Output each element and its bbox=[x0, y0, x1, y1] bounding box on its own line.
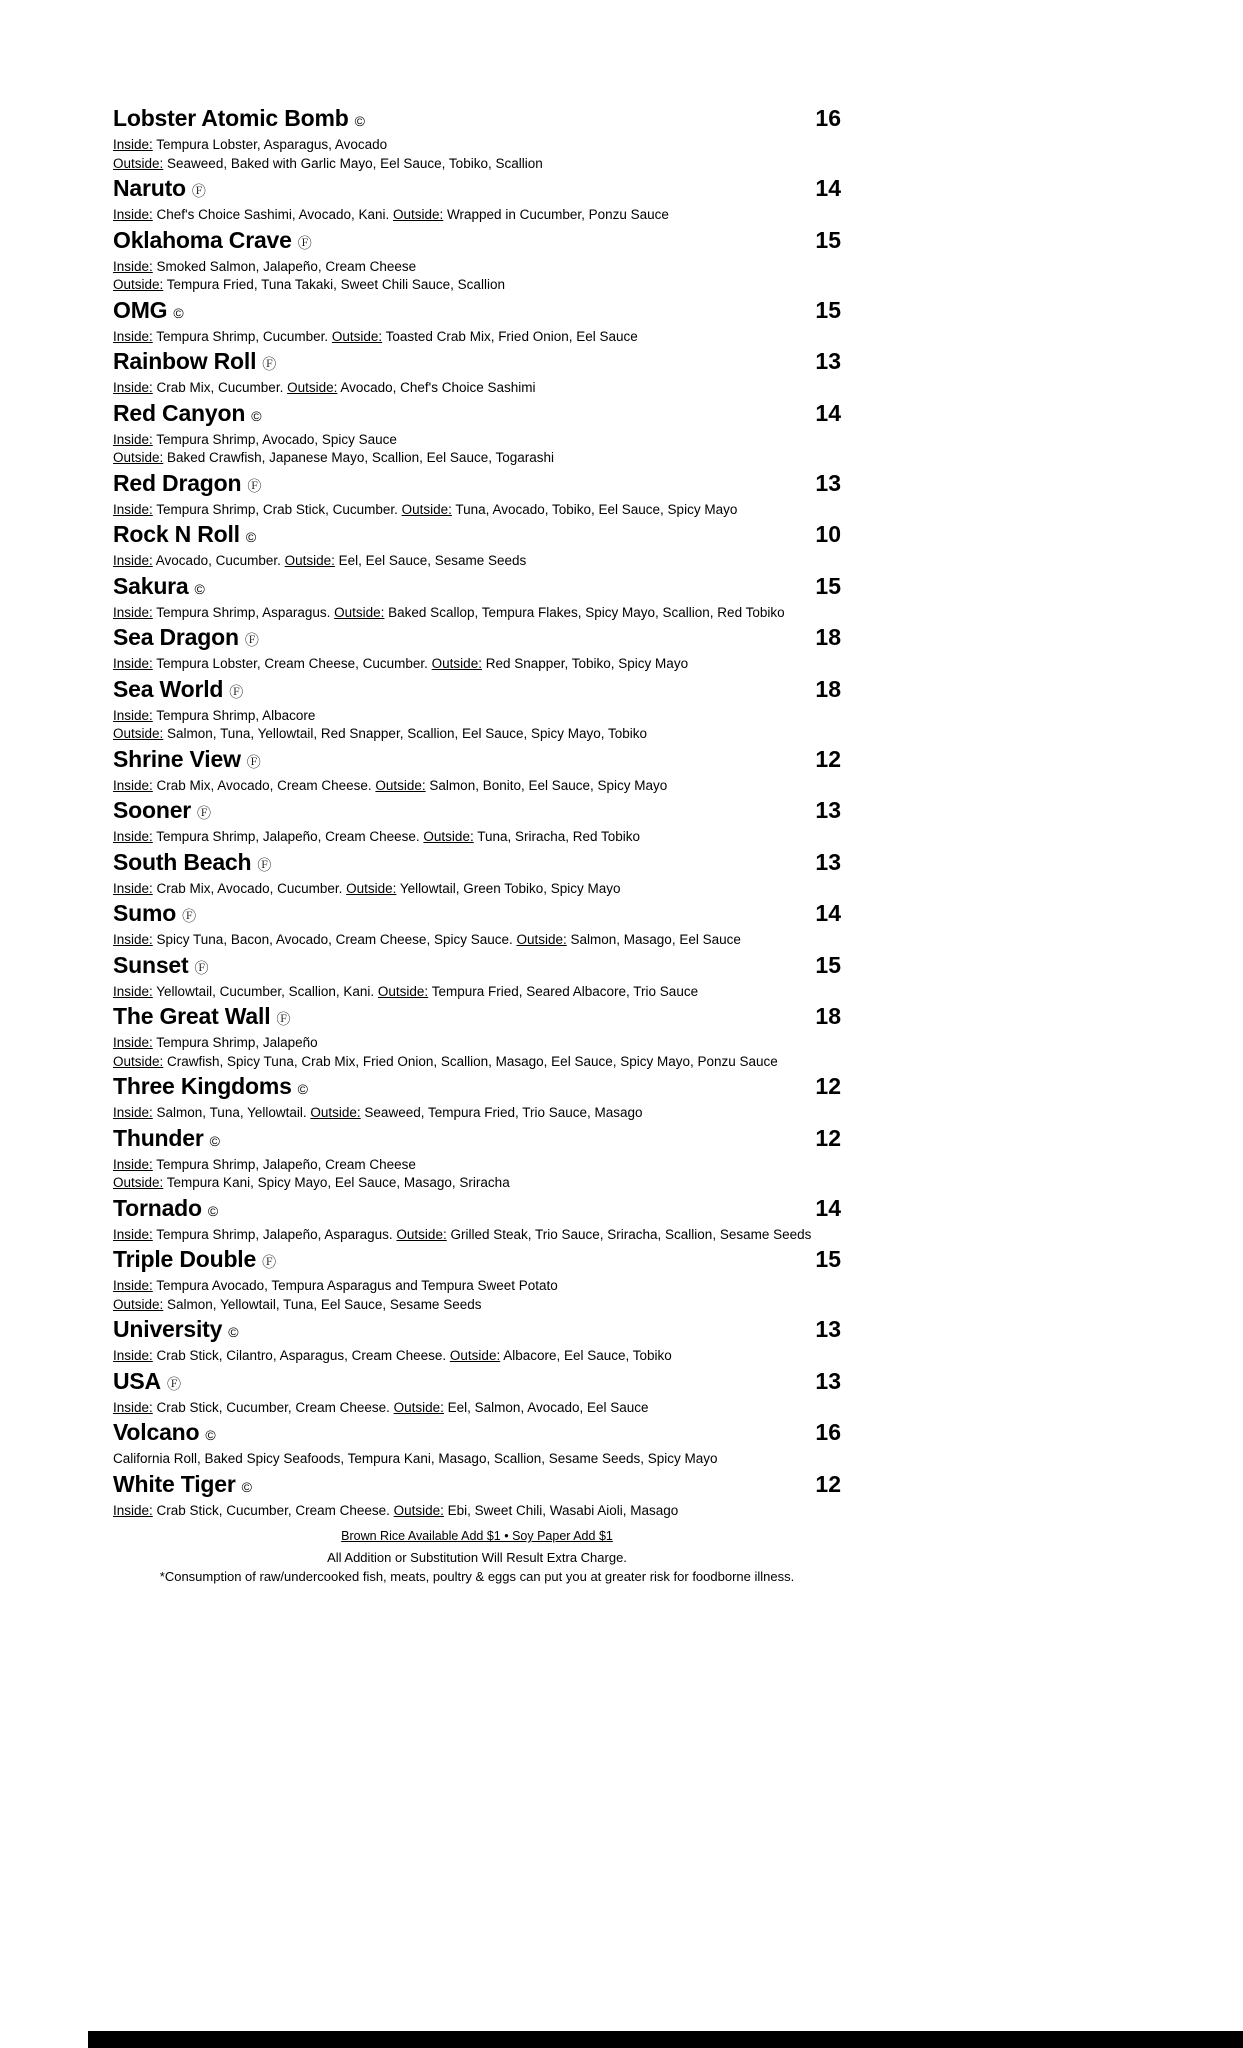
menu-item-description bbox=[113, 136, 841, 155]
ingredient-text: Tempura Lobster, Asparagus, Avocado bbox=[152, 137, 388, 152]
bottom-bar bbox=[88, 2031, 1243, 2048]
menu-item-header bbox=[113, 1071, 841, 1104]
menu-item-price: 13 bbox=[815, 469, 841, 496]
ingredient-label: Outside: bbox=[377, 983, 429, 999]
ingredient-text: Tuna, Sriracha, Red Tobiko bbox=[473, 829, 641, 844]
menu-item-price: 18 bbox=[815, 1003, 841, 1029]
ingredient-text: Wrapped in Cucumber, Ponzu Sauce bbox=[443, 207, 669, 222]
menu-item-name: University © bbox=[113, 1316, 239, 1342]
ingredient-text: Baked Crawfish, Japanese Mayo, Scallion, Eel Sauce, Togarashi bbox=[163, 450, 554, 465]
menu-item-price: 12 bbox=[815, 1073, 841, 1099]
ingredient-label: Outside: bbox=[310, 1105, 361, 1120]
circled-f-icon: Ⓕ bbox=[229, 683, 244, 700]
menu-item-name: Shrine View Ⓕ bbox=[113, 745, 261, 772]
ingredient-text: Tempura Kani, Spicy Mayo, Eel Sauce, Masago, Sriracha bbox=[163, 1175, 510, 1190]
ingredient-label: Inside: bbox=[113, 707, 153, 723]
circled-f-icon: Ⓕ bbox=[276, 1011, 291, 1027]
menu-footer bbox=[113, 1527, 841, 1586]
circled-f-icon: Ⓕ bbox=[297, 234, 312, 251]
menu-item-description bbox=[113, 1053, 841, 1072]
menu-item-description bbox=[113, 707, 841, 726]
menu-item-name: OMG © bbox=[113, 296, 184, 323]
ingredient-text: Toasted Crab Mix, Fried Onion, Eel Sauce bbox=[382, 328, 638, 344]
ingredient-text: Avocado, Cucumber. bbox=[152, 553, 285, 568]
menu-item-name: Oklahoma Crave Ⓕ bbox=[113, 226, 312, 253]
menu-item-header bbox=[113, 468, 841, 501]
menu-item-description bbox=[113, 655, 841, 674]
ingredient-text: Grilled Steak, Trio Sauce, Sriracha, Scallion, Sesame Seeds bbox=[446, 1226, 812, 1242]
menu-item-description bbox=[113, 431, 841, 450]
menu-item-description bbox=[113, 604, 841, 623]
circled-c-icon: © bbox=[228, 1324, 239, 1340]
menu-item-price: 14 bbox=[815, 1194, 841, 1221]
ingredient-label: Outside: bbox=[516, 932, 567, 947]
ingredient-text: Tempura Shrimp, Jalapeño, Cream Cheese. bbox=[152, 829, 424, 844]
menu-item bbox=[113, 950, 841, 1002]
ingredient-text: Albacore, Eel Sauce, Tobiko bbox=[500, 1348, 672, 1363]
ingredient-text: Seaweed, Tempura Fried, Trio Sauce, Masago bbox=[360, 1105, 643, 1120]
menu-item bbox=[113, 1123, 841, 1193]
menu-item-header bbox=[113, 1244, 841, 1277]
ingredient-text: Yellowtail, Green Tobiko, Spicy Mayo bbox=[396, 880, 621, 896]
menu-item-price: 15 bbox=[815, 572, 841, 599]
ingredient-text: Crab Stick, Cucumber, Cream Cheese. bbox=[152, 1399, 394, 1415]
ingredient-label: Inside: bbox=[113, 932, 153, 947]
menu-item bbox=[113, 225, 841, 295]
ingredient-label: Inside: bbox=[113, 1105, 153, 1120]
circled-c-icon: © bbox=[194, 580, 205, 597]
ingredient-label: Inside: bbox=[113, 1399, 153, 1415]
menu-item-price: 18 bbox=[815, 675, 841, 702]
menu-item-name: Three Kingdoms © bbox=[113, 1073, 308, 1099]
ingredient-label: Outside: bbox=[334, 604, 385, 620]
ingredient-text: Tempura Fried, Tuna Takaki, Sweet Chili Sauce, Scallion bbox=[163, 277, 505, 292]
footer-substitution-note: All Addition or Substitution Will Result Extra Charge. bbox=[327, 1550, 627, 1565]
menu-item-price: 13 bbox=[815, 1316, 841, 1342]
menu-item bbox=[113, 1193, 841, 1245]
ingredient-label: Inside: bbox=[113, 553, 153, 568]
ingredient-text: Tempura Shrimp, Jalapeño, Cream Cheese bbox=[152, 1156, 416, 1172]
ingredient-text: California Roll, Baked Spicy Seafoods, Tempura Kani, Masago, Scallion, Sesame Seeds, Spicy Mayo bbox=[113, 1451, 718, 1466]
ingredient-text: Crab Mix, Avocado, Cucumber. bbox=[152, 880, 347, 896]
circled-f-icon: Ⓕ bbox=[182, 908, 197, 924]
circled-f-icon: Ⓕ bbox=[262, 1254, 277, 1270]
menu-item-description bbox=[113, 379, 841, 398]
ingredient-label: Inside: bbox=[113, 431, 153, 447]
ingredient-text: Crab Stick, Cucumber, Cream Cheese. bbox=[152, 1502, 394, 1518]
menu-item-description bbox=[113, 1156, 841, 1175]
menu-item-header bbox=[113, 225, 841, 258]
menu-item-name: Thunder © bbox=[113, 1124, 220, 1151]
menu-item-price: 12 bbox=[815, 1470, 841, 1497]
ingredient-label: Outside: bbox=[113, 1053, 164, 1069]
ingredient-label: Outside: bbox=[113, 155, 164, 171]
ingredient-text: Tempura Shrimp, Avocado, Spicy Sauce bbox=[152, 431, 397, 447]
ingredient-label: Outside: bbox=[331, 328, 383, 344]
menu-item-price: 14 bbox=[815, 399, 841, 426]
ingredient-label: Inside: bbox=[113, 1502, 153, 1518]
menu-item-price: 15 bbox=[815, 296, 841, 323]
menu-item-description bbox=[113, 258, 841, 277]
menu-item-description bbox=[113, 1226, 841, 1245]
ingredient-text: Eel, Eel Sauce, Sesame Seeds bbox=[334, 553, 527, 568]
ingredient-label: Outside: bbox=[346, 880, 397, 896]
menu-item-price: 15 bbox=[815, 226, 841, 253]
menu-item-description bbox=[113, 1104, 841, 1123]
ingredient-label: Outside: bbox=[287, 380, 338, 395]
menu-item-description bbox=[113, 206, 841, 225]
ingredient-label: Inside: bbox=[113, 258, 153, 274]
menu-item-description bbox=[113, 552, 841, 571]
circled-c-icon: © bbox=[297, 1081, 308, 1097]
circled-c-icon: © bbox=[241, 1478, 252, 1495]
menu-item-name: Tornado © bbox=[113, 1194, 219, 1221]
menu-item-description bbox=[113, 501, 841, 520]
menu-item-description bbox=[113, 931, 841, 950]
ingredient-label: Inside: bbox=[113, 501, 153, 517]
menu-item-price: 10 bbox=[815, 521, 841, 547]
menu-item-price: 13 bbox=[815, 348, 841, 374]
menu-item-name: USA Ⓕ bbox=[113, 1367, 181, 1394]
ingredient-text: Tempura Shrimp, Albacore bbox=[152, 707, 316, 723]
menu-item-price: 12 bbox=[815, 745, 841, 772]
menu-item-name: South Beach Ⓕ bbox=[113, 848, 272, 875]
ingredient-label: Inside: bbox=[113, 880, 153, 896]
ingredient-label: Outside: bbox=[113, 1296, 164, 1312]
ingredient-text: Tempura Shrimp, Asparagus. bbox=[152, 604, 335, 620]
circled-c-icon: © bbox=[205, 1427, 216, 1443]
menu-item-header bbox=[113, 1001, 841, 1034]
ingredient-text: Smoked Salmon, Jalapeño, Cream Cheese bbox=[152, 258, 417, 274]
ingredient-label: Outside: bbox=[113, 1175, 164, 1190]
circled-f-icon: Ⓕ bbox=[246, 753, 261, 770]
menu-item-header bbox=[113, 173, 841, 206]
ingredient-text: Tempura Shrimp, Cucumber. bbox=[152, 328, 332, 344]
ingredient-text: Salmon, Bonito, Eel Sauce, Spicy Mayo bbox=[425, 777, 668, 793]
ingredient-label: Outside: bbox=[375, 777, 426, 793]
circled-c-icon: © bbox=[251, 407, 262, 424]
ingredient-text: Ebi, Sweet Chili, Wasabi Aioli, Masago bbox=[443, 1502, 679, 1518]
circled-c-icon: © bbox=[207, 1202, 219, 1219]
menu-item-description bbox=[113, 1450, 841, 1469]
circled-f-icon: Ⓕ bbox=[194, 959, 209, 976]
menu-list bbox=[113, 103, 841, 1586]
menu-item-header bbox=[113, 744, 841, 777]
menu-item-price: 15 bbox=[815, 951, 841, 978]
ingredient-text: Tempura Fried, Seared Albacore, Trio Sauce bbox=[428, 983, 699, 999]
ingredient-text: Salmon, Tuna, Yellowtail. bbox=[152, 1105, 311, 1120]
menu-item bbox=[113, 1469, 841, 1521]
ingredient-text: Spicy Tuna, Bacon, Avocado, Cream Cheese, Spicy Sauce. bbox=[152, 932, 517, 947]
menu-item bbox=[113, 795, 841, 847]
ingredient-text: Tempura Avocado, Tempura Asparagus and Tempura Sweet Potato bbox=[152, 1278, 558, 1293]
menu-item-header bbox=[113, 1123, 841, 1156]
ingredient-label: Inside: bbox=[113, 328, 153, 344]
menu-item-description bbox=[113, 1296, 841, 1315]
menu-item-header bbox=[113, 1469, 841, 1502]
menu-item bbox=[113, 346, 841, 398]
menu-item-name: Sooner Ⓕ bbox=[113, 797, 212, 823]
menu-item bbox=[113, 1071, 841, 1123]
ingredient-label: Outside: bbox=[113, 450, 164, 465]
menu-item-name: Red Dragon Ⓕ bbox=[113, 469, 262, 496]
ingredient-text: Crab Mix, Avocado, Cream Cheese. bbox=[152, 777, 376, 793]
menu-item-description bbox=[113, 983, 841, 1002]
ingredient-text: Red Snapper, Tobiko, Spicy Mayo bbox=[481, 656, 689, 671]
ingredient-label: Outside: bbox=[423, 829, 474, 844]
menu-item-description bbox=[113, 155, 841, 174]
ingredient-label: Outside: bbox=[401, 501, 452, 517]
menu-item bbox=[113, 173, 841, 225]
ingredient-label: Inside: bbox=[113, 1278, 153, 1293]
menu-item-description bbox=[113, 828, 841, 847]
menu-item-price: 15 bbox=[815, 1246, 841, 1272]
menu-item-price: 12 bbox=[815, 1124, 841, 1151]
menu-item-description bbox=[113, 725, 841, 744]
menu-item-header bbox=[113, 346, 841, 379]
menu-item-name: Rainbow Roll Ⓕ bbox=[113, 348, 277, 374]
ingredient-label: Inside: bbox=[113, 207, 153, 222]
circled-f-icon: Ⓕ bbox=[166, 1375, 181, 1392]
menu-item-description bbox=[113, 880, 841, 899]
menu-item-price: 14 bbox=[815, 900, 841, 926]
ingredient-label: Inside: bbox=[113, 656, 153, 671]
menu-item-price: 16 bbox=[815, 1419, 841, 1445]
menu-item-description bbox=[113, 276, 841, 295]
circled-c-icon: © bbox=[209, 1132, 220, 1149]
ingredient-label: Inside: bbox=[113, 1226, 153, 1242]
ingredient-label: Outside: bbox=[393, 1399, 444, 1415]
menu-item-header bbox=[113, 1193, 841, 1226]
menu-item bbox=[113, 622, 841, 674]
menu-item-header bbox=[113, 622, 841, 655]
circled-c-icon: © bbox=[173, 304, 184, 321]
circled-f-icon: Ⓕ bbox=[244, 632, 259, 648]
ingredient-label: Inside: bbox=[113, 604, 153, 620]
circled-c-icon: © bbox=[245, 529, 257, 545]
menu-item-price: 18 bbox=[815, 624, 841, 650]
menu-item bbox=[113, 1366, 841, 1418]
menu-item-header bbox=[113, 1366, 841, 1399]
menu-item-header bbox=[113, 571, 841, 604]
ingredient-label: Outside: bbox=[284, 553, 335, 568]
circled-f-icon: Ⓕ bbox=[197, 805, 212, 821]
menu-item-name: Red Canyon © bbox=[113, 399, 262, 426]
menu-item bbox=[113, 744, 841, 796]
ingredient-label: Outside: bbox=[396, 1226, 447, 1242]
menu-item-name: White Tiger © bbox=[113, 1470, 252, 1497]
circled-f-icon: Ⓕ bbox=[262, 356, 277, 372]
footer-consumption-warning: *Consumption of raw/undercooked fish, meats, poultry & eggs can put you at greater risk for foodborne illness. bbox=[159, 1569, 795, 1584]
ingredient-text: Avocado, Chef's Choice Sashimi bbox=[337, 380, 536, 395]
menu-item-description bbox=[113, 1277, 841, 1296]
menu-item-description bbox=[113, 328, 841, 347]
menu-item-header bbox=[113, 519, 841, 552]
menu-item bbox=[113, 847, 841, 899]
ingredient-text: Tempura Shrimp, Jalapeño bbox=[152, 1035, 318, 1050]
ingredient-text: Crawfish, Spicy Tuna, Crab Mix, Fried Onion, Scallion, Masago, Eel Sauce, Spicy Mayo, Ponzu Sauce bbox=[163, 1053, 778, 1069]
ingredient-label: Outside: bbox=[113, 277, 164, 292]
menu-item-description bbox=[113, 1034, 841, 1053]
menu-item bbox=[113, 674, 841, 744]
menu-item bbox=[113, 1314, 841, 1366]
ingredient-label: Inside: bbox=[113, 829, 153, 844]
ingredient-text: Tempura Shrimp, Jalapeño, Asparagus. bbox=[152, 1226, 397, 1242]
ingredient-text: Seaweed, Baked with Garlic Mayo, Eel Sauce, Tobiko, Scallion bbox=[163, 155, 543, 171]
ingredient-label: Outside: bbox=[449, 1348, 501, 1363]
ingredient-label: Inside: bbox=[113, 1348, 153, 1363]
menu-item bbox=[113, 1244, 841, 1314]
menu-item-description bbox=[113, 1502, 841, 1521]
ingredient-text: Eel, Salmon, Avocado, Eel Sauce bbox=[443, 1399, 649, 1415]
menu-item-description bbox=[113, 449, 841, 468]
ingredient-label: Inside: bbox=[113, 137, 153, 152]
menu-item-header bbox=[113, 674, 841, 707]
menu-item bbox=[113, 103, 841, 173]
menu-item-name: Sea Dragon Ⓕ bbox=[113, 624, 259, 650]
circled-f-icon: Ⓕ bbox=[257, 856, 272, 873]
menu-item-name: Sea World Ⓕ bbox=[113, 675, 244, 702]
menu-item-name: Lobster Atomic Bomb © bbox=[113, 105, 365, 131]
menu-item bbox=[113, 295, 841, 347]
menu-item bbox=[113, 519, 841, 571]
menu-item-name: Naruto Ⓕ bbox=[113, 175, 206, 201]
ingredient-text: Crab Stick, Cilantro, Asparagus, Cream Cheese. bbox=[152, 1348, 450, 1363]
ingredient-label: Outside: bbox=[393, 207, 444, 222]
ingredient-text: Baked Scallop, Tempura Flakes, Spicy Mayo, Scallion, Red Tobiko bbox=[384, 604, 785, 620]
menu-item-price: 13 bbox=[815, 848, 841, 875]
ingredient-label: Outside: bbox=[113, 726, 164, 741]
ingredient-label: Inside: bbox=[113, 777, 153, 793]
circled-c-icon: © bbox=[354, 113, 365, 129]
ingredient-text: Tempura Shrimp, Crab Stick, Cucumber. bbox=[152, 501, 402, 517]
menu-item-header bbox=[113, 295, 841, 328]
menu-item-description bbox=[113, 1347, 841, 1366]
menu-item-header bbox=[113, 795, 841, 828]
ingredient-label: Inside: bbox=[113, 380, 153, 395]
menu-item-name: Rock N Roll © bbox=[113, 521, 257, 547]
menu-item-price: 14 bbox=[815, 175, 841, 201]
menu-item-description bbox=[113, 777, 841, 796]
menu-item-name: Sumo Ⓕ bbox=[113, 900, 197, 926]
menu-item-header bbox=[113, 898, 841, 931]
menu-item bbox=[113, 398, 841, 468]
menu-item-header bbox=[113, 847, 841, 880]
ingredient-label: Outside: bbox=[431, 656, 482, 671]
menu-item-header bbox=[113, 1417, 841, 1450]
menu-item bbox=[113, 1417, 841, 1469]
ingredient-text: Crab Mix, Cucumber. bbox=[152, 380, 288, 395]
menu-item-header bbox=[113, 950, 841, 983]
ingredient-text: Salmon, Masago, Eel Sauce bbox=[566, 932, 741, 947]
ingredient-text: Tuna, Avocado, Tobiko, Eel Sauce, Spicy Mayo bbox=[451, 501, 738, 517]
menu-item-price: 13 bbox=[815, 797, 841, 823]
menu-item-header bbox=[113, 103, 841, 136]
footer-rice-note: Brown Rice Available Add $1 • Soy Paper Add $1 bbox=[341, 1529, 613, 1543]
menu-item-header bbox=[113, 398, 841, 431]
ingredient-label: Inside: bbox=[113, 983, 153, 999]
menu-item-price: 16 bbox=[815, 105, 841, 131]
ingredient-text: Yellowtail, Cucumber, Scallion, Kani. bbox=[152, 983, 378, 999]
menu-item bbox=[113, 468, 841, 520]
ingredient-label: Inside: bbox=[113, 1156, 153, 1172]
menu-item-name: The Great Wall Ⓕ bbox=[113, 1003, 291, 1029]
ingredient-text: Tempura Lobster, Cream Cheese, Cucumber. bbox=[152, 656, 432, 671]
menu-item-name: Volcano © bbox=[113, 1419, 216, 1445]
ingredient-label: Inside: bbox=[113, 1035, 153, 1050]
menu-item-name: Sunset Ⓕ bbox=[113, 951, 209, 978]
ingredient-text: Salmon, Tuna, Yellowtail, Red Snapper, Scallion, Eel Sauce, Spicy Mayo, Tobiko bbox=[163, 726, 648, 741]
circled-f-icon: Ⓕ bbox=[247, 477, 262, 494]
menu-item-description bbox=[113, 1399, 841, 1418]
ingredient-label: Outside: bbox=[393, 1502, 444, 1518]
menu-item bbox=[113, 571, 841, 623]
menu-item-price: 13 bbox=[815, 1367, 841, 1394]
menu-item-description bbox=[113, 1174, 841, 1193]
menu-item bbox=[113, 898, 841, 950]
circled-f-icon: Ⓕ bbox=[191, 183, 206, 199]
ingredient-text: Salmon, Yellowtail, Tuna, Eel Sauce, Sesame Seeds bbox=[163, 1296, 482, 1312]
menu-item-name: Triple Double Ⓕ bbox=[113, 1246, 277, 1272]
ingredient-text: Chef's Choice Sashimi, Avocado, Kani. bbox=[152, 207, 393, 222]
menu-item-name: Sakura © bbox=[113, 572, 205, 599]
menu-item-header bbox=[113, 1314, 841, 1347]
menu-item bbox=[113, 1001, 841, 1071]
